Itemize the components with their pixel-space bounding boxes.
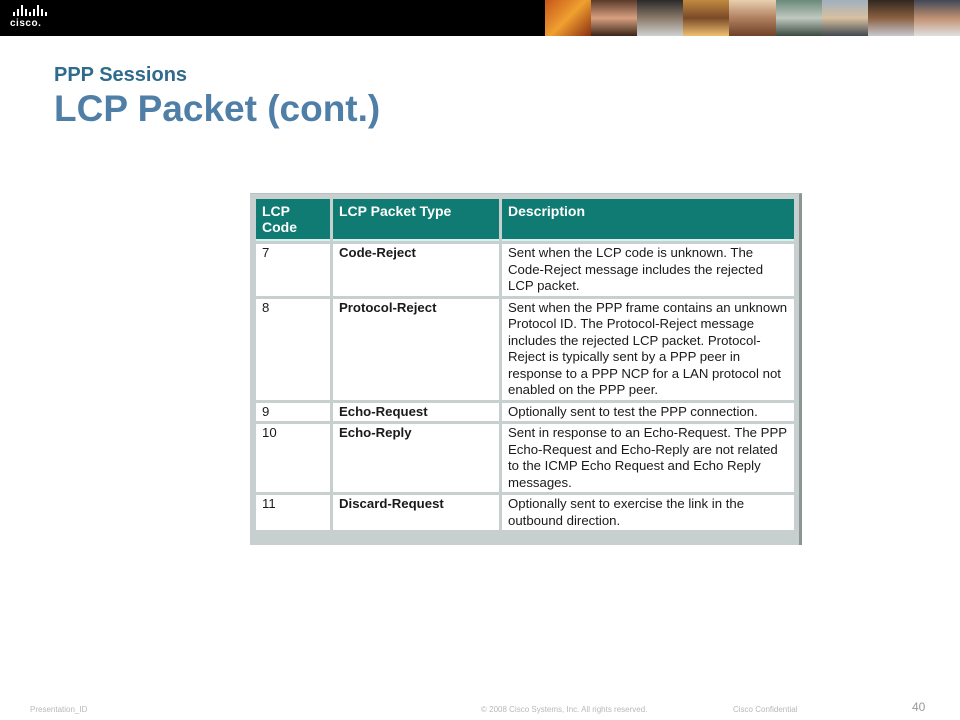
footer-copyright: © 2008 Cisco Systems, Inc. All rights reserved. [481,705,648,714]
table-header-row [256,199,794,241]
cell-code: 11 [256,495,330,530]
cell-description: Optionally sent to test the PPP connection. [502,403,794,422]
lcp-packet-table [253,196,797,533]
cell-packet-type: Echo-Reply [333,424,499,492]
cell-packet-type: Protocol-Reject [333,299,499,400]
cell-code: 9 [256,403,330,422]
cell-description: Optionally sent to exercise the link in the outbound direction. [502,495,794,530]
cell-code: 8 [256,299,330,400]
footer-presentation-id: Presentation_ID [30,705,88,714]
slide-subtitle: PPP Sessions [54,64,188,86]
table-row [256,403,794,422]
cell-code: 7 [256,244,330,296]
cell-description: Sent when the LCP code is unknown. The Code-Reject message includes the rejected LCP packet. [502,244,794,296]
cell-description: Sent in response to an Echo-Request. The PPP Echo-Request and Echo-Reply are not related to the ICMP Echo Request and Echo Reply messages. [502,424,794,492]
cell-description: Sent when the PPP frame contains an unknown Protocol ID. The Protocol-Reject message includes the rejected LCP packet. Protocol-Reject is typically sent by a PPP peer in response to a PPP NCP for a LAN protocol not enabled on the PPP peer. [502,299,794,400]
cell-code: 10 [256,424,330,492]
slide-title: LCP Packet (cont.) [54,88,381,129]
table-row [256,495,794,530]
top-bar [0,0,960,36]
cisco-logo-bars-icon [13,5,60,16]
header-lcp-code: LCP Code [256,199,330,241]
table-row [256,299,794,400]
footer-confidential: Cisco Confidential [733,705,798,714]
cisco-logo [10,5,60,31]
cisco-logo-text: cisco. [10,18,42,29]
table-row [256,424,794,492]
cell-packet-type: Code-Reject [333,244,499,296]
lcp-table-frame [250,193,802,545]
people-photo-banner [545,0,960,36]
cell-packet-type: Echo-Request [333,403,499,422]
header-description: Description [502,199,794,241]
cell-packet-type: Discard-Request [333,495,499,530]
header-lcp-packet-type: LCP Packet Type [333,199,499,241]
page-number: 40 [912,700,926,714]
table-row [256,244,794,296]
